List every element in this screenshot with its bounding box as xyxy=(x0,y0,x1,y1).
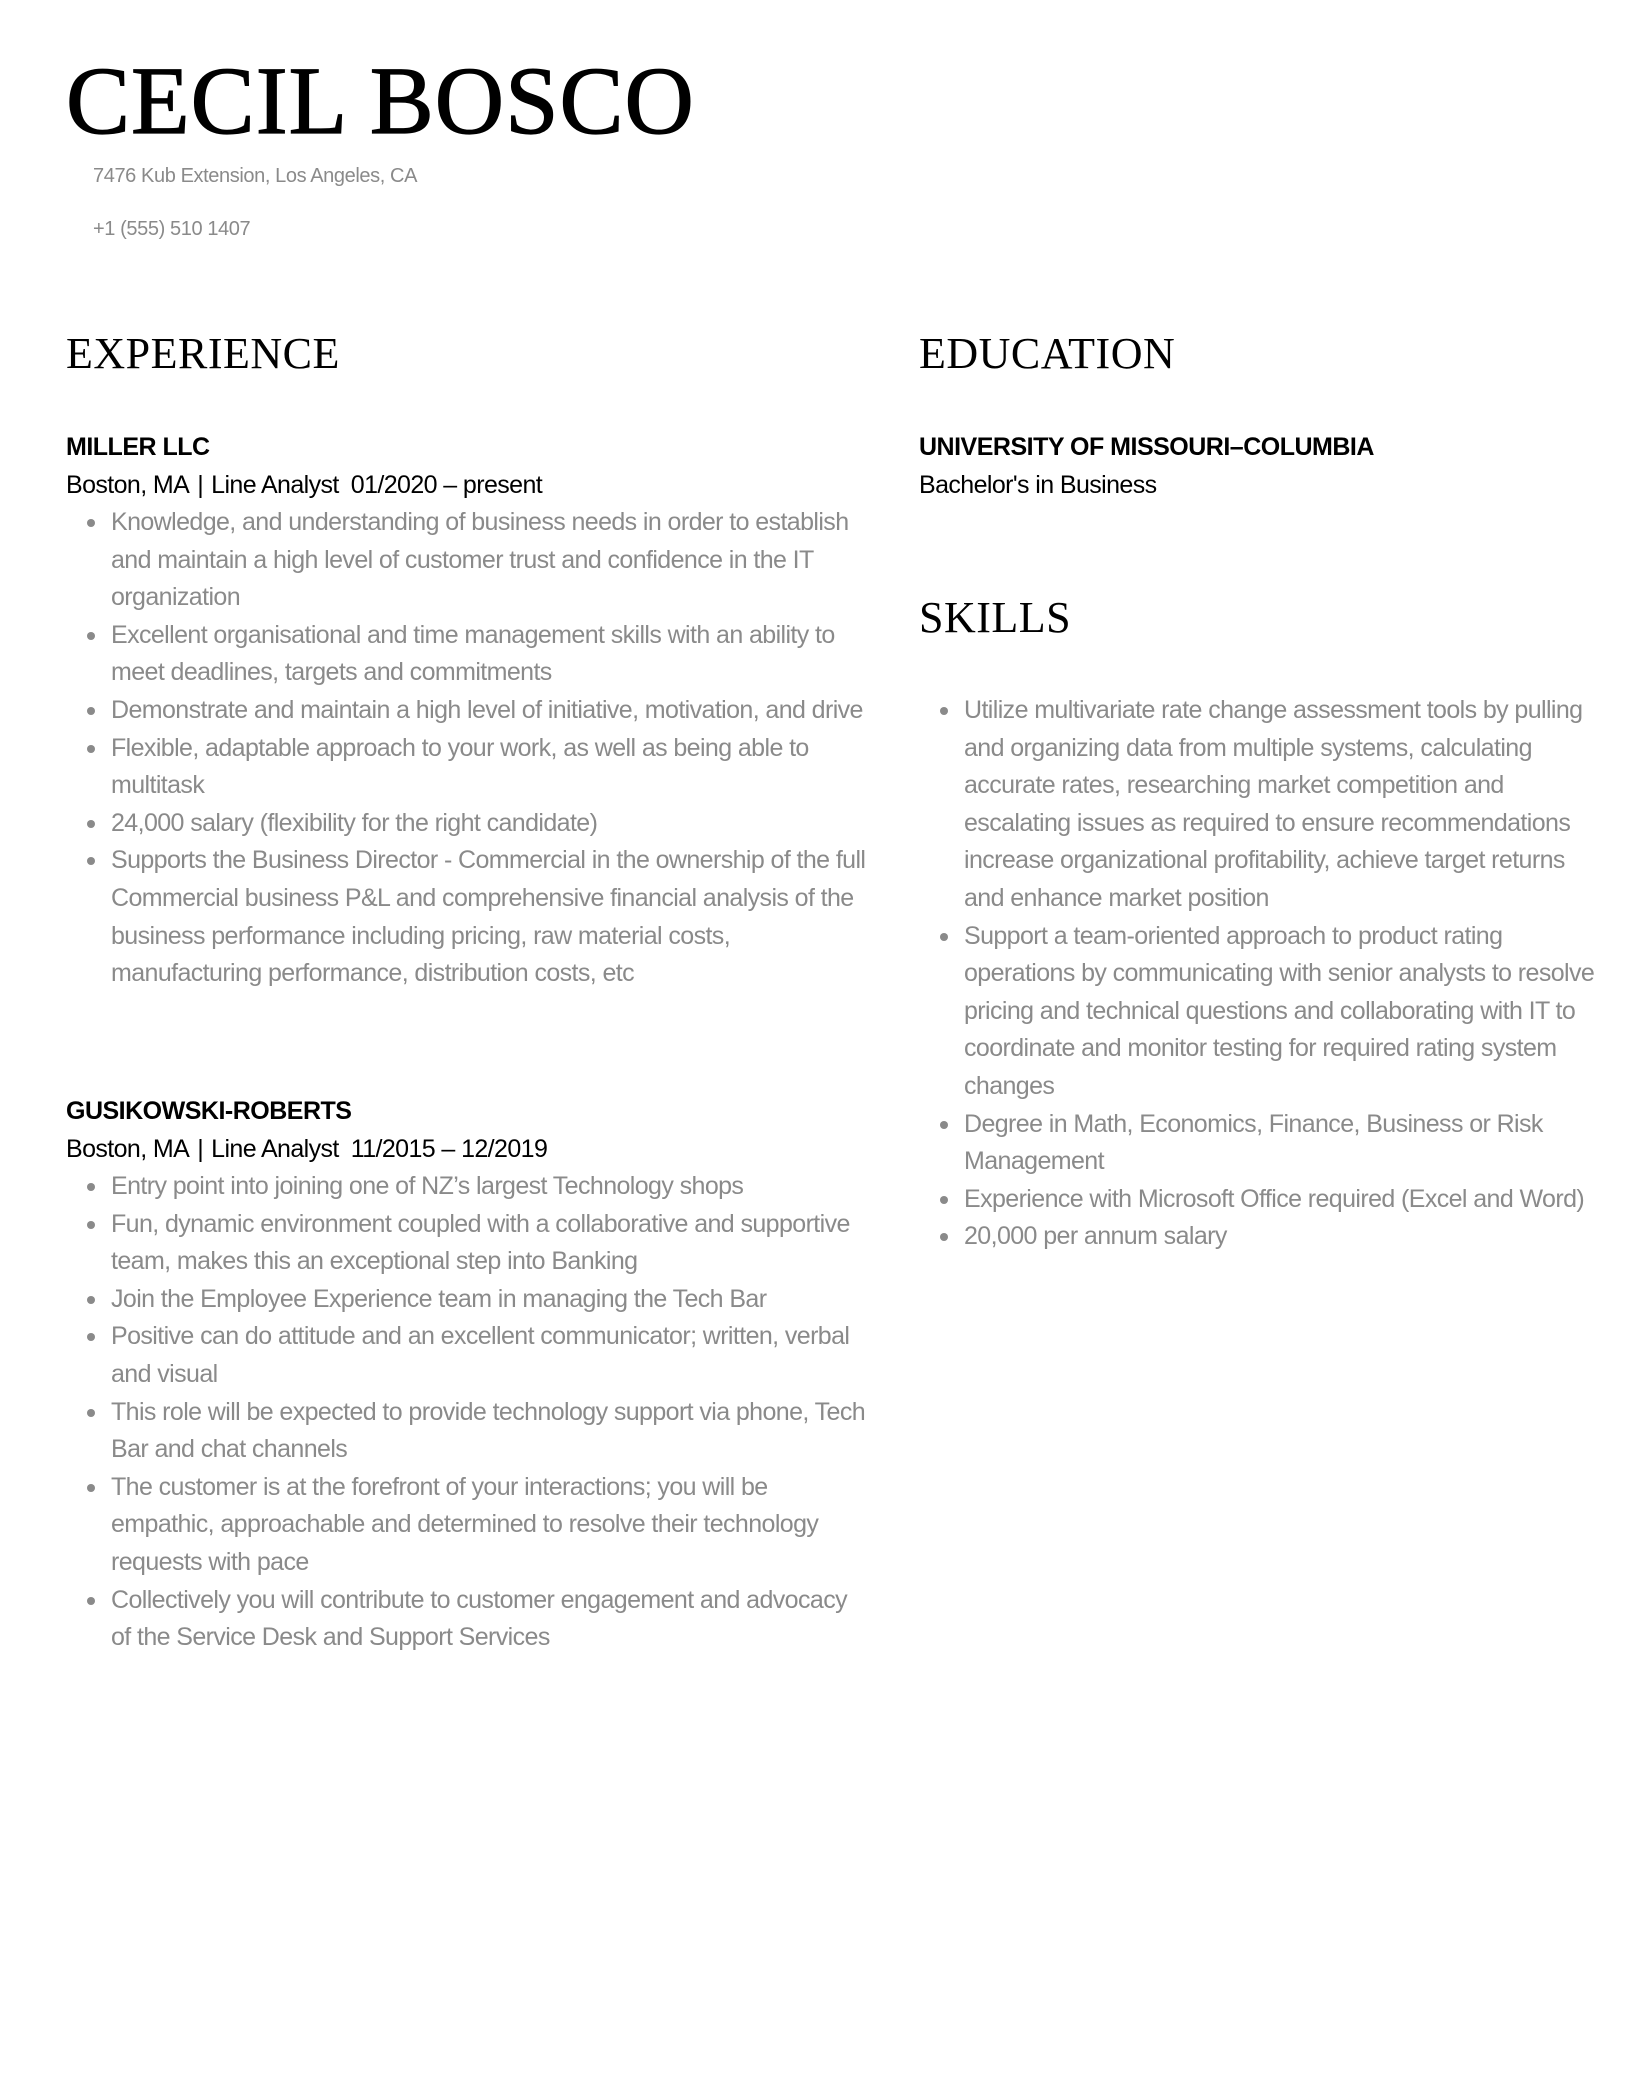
list-item xyxy=(111,1168,866,1206)
bullet-text: Collectively you will contribute to customer engagement and advocacy of the Service Desk and Support Services xyxy=(111,1585,847,1652)
experience-heading: EXPERIENCE xyxy=(66,329,340,378)
list-item xyxy=(111,1469,866,1582)
bullet-icon xyxy=(940,707,948,715)
list-item xyxy=(111,1394,866,1469)
education-heading: EDUCATION xyxy=(919,329,1176,378)
bullet-text: Fun, dynamic environment coupled with a collaborative and supportive team, makes this an exceptional step into Banking xyxy=(111,1209,850,1276)
bullet-text: Positive can do attitude and an excellent communicator; written, verbal and visual xyxy=(111,1322,850,1388)
list-item xyxy=(111,842,866,992)
list-item xyxy=(964,1106,1604,1181)
bullet-text: Excellent organisational and time management skills with an ability to meet deadlines, targets and commitments xyxy=(111,620,835,687)
bullet-icon xyxy=(87,707,95,715)
job-location: Boston, MA xyxy=(66,1135,190,1163)
list-item xyxy=(111,1281,866,1319)
bullet-icon xyxy=(87,1409,95,1417)
bullet-icon xyxy=(87,1183,95,1191)
meta-separator: | xyxy=(197,471,204,499)
job-dates: 11/2015 – 12/2019 xyxy=(350,1135,548,1163)
bullet-icon xyxy=(87,632,95,640)
candidate-name: CECIL BOSCO xyxy=(66,47,695,154)
bullet-text: Utilize multivariate rate change assessment tools by pulling and organizing data from multiple systems, calculating accurate rates, researching market competition and escalating issues as required to ensure recommendations increase organizational profitability, achieve target returns and enhance market position xyxy=(964,696,1583,912)
bullet-icon xyxy=(940,1233,948,1241)
list-item xyxy=(111,617,866,692)
bullet-icon xyxy=(940,1121,948,1129)
bullet-text: 20,000 per annum salary xyxy=(964,1222,1227,1251)
bullet-text: Experience with Microsoft Office required (Excel and Word) xyxy=(964,1184,1585,1213)
list-item xyxy=(111,730,866,805)
job-dates: 01/2020 – present xyxy=(350,471,543,499)
job-entry xyxy=(66,428,866,993)
bullet-text: The customer is at the forefront of your interactions; you will be empathic, approachable and determined to resolve their technology requests with pace xyxy=(111,1472,819,1576)
skills-bullets xyxy=(919,692,1604,1256)
job-role: Line Analyst xyxy=(211,471,339,499)
list-item xyxy=(111,1318,866,1393)
bullet-text: Demonstrate and maintain a high level of initiative, motivation, and drive xyxy=(111,695,863,724)
education-school: UNIVERSITY OF MISSOURI–COLUMBIA xyxy=(919,433,1374,461)
job-location: Boston, MA xyxy=(66,471,190,499)
contact-address: 7476 Kub Extension, Los Angeles, CA xyxy=(93,165,418,187)
list-item xyxy=(111,504,866,617)
bullet-text: Flexible, adaptable approach to your work, as well as being able to multitask xyxy=(111,733,809,800)
list-item xyxy=(111,1206,866,1281)
bullet-icon xyxy=(87,1333,95,1341)
bullet-icon xyxy=(87,1296,95,1304)
job-company: MILLER LLC xyxy=(66,433,210,461)
bullet-icon xyxy=(87,820,95,828)
skills-entry xyxy=(919,692,1595,1256)
list-item xyxy=(111,805,866,843)
bullet-text: Join the Employee Experience team in managing the Tech Bar xyxy=(111,1284,767,1313)
list-item xyxy=(111,1582,866,1657)
list-item xyxy=(111,692,866,730)
bullet-icon xyxy=(87,745,95,753)
bullet-icon xyxy=(87,1597,95,1605)
bullet-icon xyxy=(940,933,948,941)
job-company: GUSIKOWSKI-ROBERTS xyxy=(66,1097,352,1125)
list-item xyxy=(964,1218,1604,1256)
contact-phone: +1 (555) 510 1407 xyxy=(93,218,251,240)
education-entry xyxy=(919,428,1579,504)
job-role: Line Analyst xyxy=(211,1135,339,1163)
job-bullets xyxy=(66,1168,866,1657)
list-item xyxy=(964,692,1604,918)
job-bullets xyxy=(66,504,866,993)
job-entry xyxy=(66,1092,866,1657)
job-meta xyxy=(66,466,866,504)
meta-separator: | xyxy=(197,1135,204,1163)
bullet-icon xyxy=(87,857,95,865)
bullet-text: Supports the Business Director - Commercial in the ownership of the full Commercial business P&L and comprehensive financial analysis of the business performance including pricing, raw material costs, manufacturing performance, distribution costs, etc xyxy=(111,846,866,988)
job-meta xyxy=(66,1130,866,1168)
bullet-text: This role will be expected to provide technology support via phone, Tech Bar and chat channels xyxy=(111,1397,866,1464)
bullet-text: Degree in Math, Economics, Finance, Business or Risk Management xyxy=(964,1109,1543,1176)
bullet-text: Entry point into joining one of NZ’s largest Technology shops xyxy=(111,1172,744,1200)
bullet-icon xyxy=(87,519,95,527)
bullet-text: Knowledge, and understanding of business needs in order to establish and maintain a high level of customer trust and confidence in the IT organization xyxy=(111,508,849,612)
bullet-text: 24,000 salary (flexibility for the right candidate) xyxy=(111,808,598,837)
bullet-text: Support a team-oriented approach to product rating operations by communicating with senior analysts to resolve pricing and technical questions and collaborating with IT to coordinate and monitor testing for required rating system changes xyxy=(964,921,1595,1100)
bullet-icon xyxy=(87,1484,95,1492)
bullet-icon xyxy=(940,1196,948,1204)
list-item xyxy=(964,1181,1604,1219)
bullet-icon xyxy=(87,1221,95,1229)
education-degree: Bachelor's in Business xyxy=(919,471,1157,499)
skills-heading: SKILLS xyxy=(919,593,1072,642)
list-item xyxy=(964,918,1604,1106)
